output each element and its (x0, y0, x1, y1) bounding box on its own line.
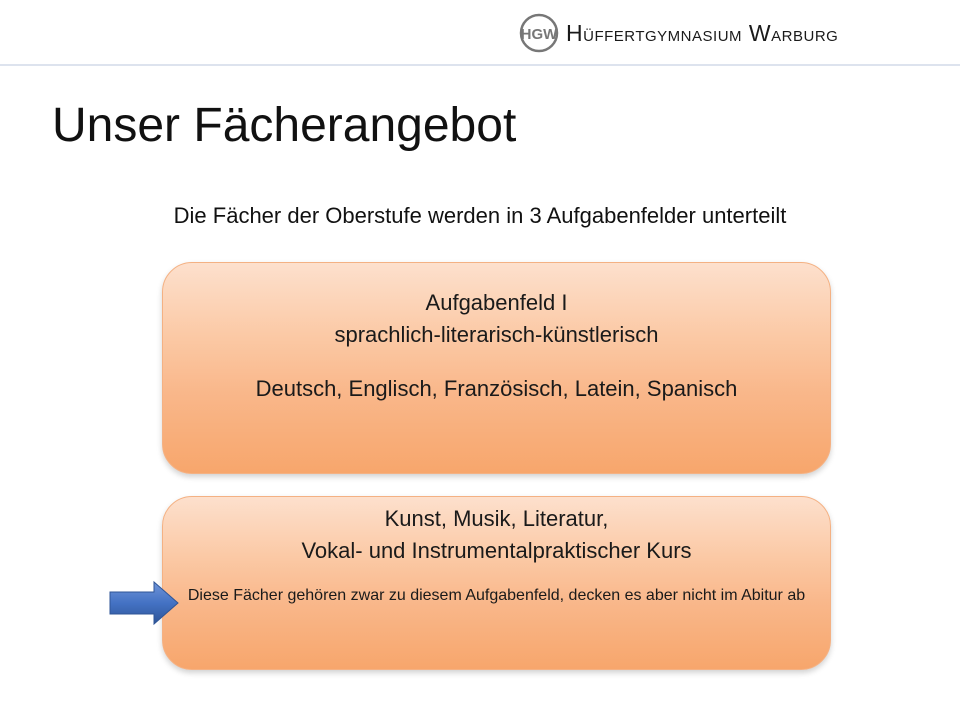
arts-subjects-line1: Kunst, Musik, Literatur, (384, 506, 609, 531)
school-name (566, 20, 838, 47)
box-heading: Aufgabenfeld I (425, 290, 568, 315)
box-category: sprachlich-literarisch-künstlerisch (334, 322, 659, 347)
school-name-rest-1: ÜFFERTGYMNASIUM (583, 28, 743, 45)
school-logo-icon (518, 12, 560, 54)
header-divider (0, 64, 960, 66)
page-subtitle: Die Fächer der Oberstufe werden in 3 Aufgabenfelder unterteilt (173, 203, 787, 228)
school-name-initial-h: H (566, 20, 584, 46)
right-arrow-icon (108, 580, 180, 626)
arts-subjects-line2: Vokal- und Instrumentalpraktischer Kurs (301, 538, 692, 563)
page-title: Unser Fächerangebot (52, 99, 517, 152)
arts-subjects-box (162, 496, 831, 670)
box-subjects: Deutsch, Englisch, Französisch, Latein, Spanisch (255, 376, 738, 401)
logo-text: HGW (520, 26, 558, 43)
aufgabenfeld-box (162, 262, 831, 474)
school-name-initial-w: W (742, 20, 772, 46)
arts-subjects-note: Diese Fächer gehören zwar zu diesem Aufgabenfeld, decken es aber nicht im Abitur ab (187, 587, 806, 604)
school-name-rest-2: ARBURG (771, 28, 839, 45)
